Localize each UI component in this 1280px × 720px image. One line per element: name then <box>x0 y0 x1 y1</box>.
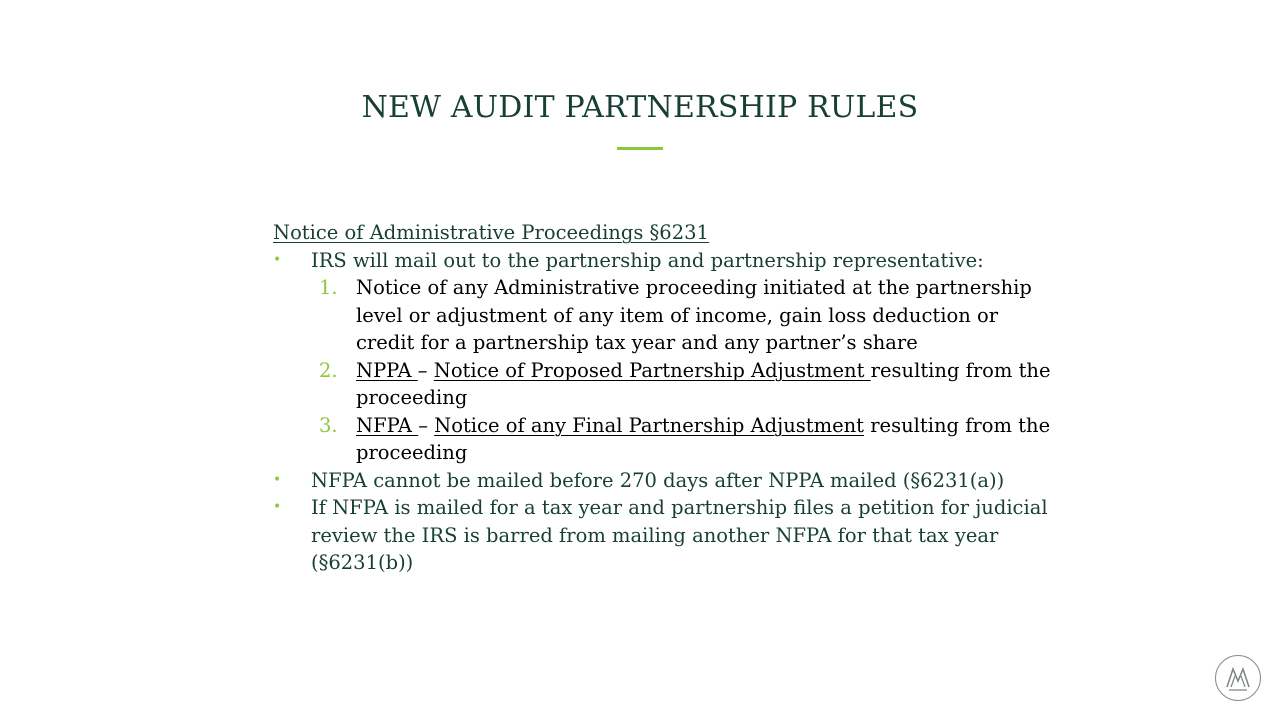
item-term: Notice of any Final Partnership Adjustment <box>434 413 865 437</box>
bullet-text: If NFPA is mailed for a tax year and partnership files a petition for judicial review the IRS is barred from mailing another NFPA for that tax year (§6231(b)) <box>311 496 1048 574</box>
bullet-item <box>273 494 1053 577</box>
slide-content <box>273 219 1053 577</box>
section-heading: Notice of Administrative Proceedings §6231 <box>273 221 709 244</box>
numbered-item <box>273 274 1053 357</box>
bullet-item <box>273 467 1053 495</box>
item-dash: – <box>417 358 434 382</box>
firm-logo-icon <box>1215 655 1261 701</box>
numbered-item <box>273 357 1053 412</box>
title-underline-rule <box>617 147 663 150</box>
item-number: 1. <box>319 276 338 299</box>
bullet-item <box>273 247 1053 275</box>
slide-title: NEW AUDIT PARTNERSHIP RULES <box>361 90 919 125</box>
item-abbreviation: NFPA <box>356 413 419 437</box>
bullet-text: NFPA cannot be mailed before 270 days after NPPA mailed (§6231(a)) <box>311 468 1005 492</box>
item-term: Notice of Proposed Partnership Adjustment <box>433 358 871 382</box>
bullet-text: IRS will mail out to the partnership and partnership representative: <box>311 248 984 272</box>
item-text: Notice of any Administrative proceeding initiated at the partnership level or adjustment of any item of income, gain loss deduction or credit for a partnership tax year and any partner’s share <box>356 276 1032 354</box>
item-number: 2. <box>319 358 338 382</box>
bullet-dot-icon: • <box>273 251 282 268</box>
item-abbreviation: NPPA <box>356 358 418 382</box>
item-rest: resulting from the proceeding <box>356 358 1051 409</box>
item-rest: resulting from the proceeding <box>356 413 1051 464</box>
numbered-item <box>273 412 1053 467</box>
logo-mark <box>1223 663 1253 693</box>
bullet-dot-icon: • <box>273 471 282 488</box>
item-number: 3. <box>319 413 338 437</box>
item-dash: – <box>418 413 435 437</box>
bullet-dot-icon: • <box>273 499 282 515</box>
